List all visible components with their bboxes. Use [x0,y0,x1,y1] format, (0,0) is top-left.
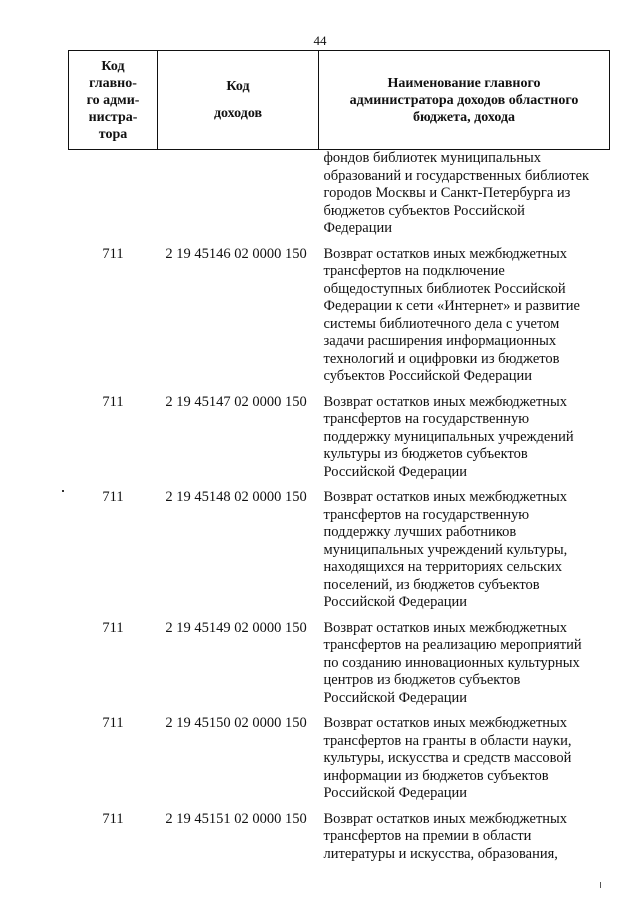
code-cell: 2 19 45146 02 0000 150 [165,245,307,262]
name-cell [319,612,610,708]
name-line: центров из бюджетов субъектов [323,672,521,688]
table-row [69,481,610,612]
code-cell: 2 19 45151 02 0000 150 [165,810,307,827]
name-line: трансфертов на премии в области [323,828,532,844]
header-admin-code-line: главно- [89,75,137,91]
name-line: Федерации [323,220,392,236]
header-revenue-code-line: доходов [213,106,263,121]
scan-mark [62,490,64,492]
admin-cell: 711 [102,393,124,410]
table-row [69,612,610,708]
page-number: 44 [313,33,327,48]
header-admin-code-line: Код [101,58,125,74]
name-line: бюджетов субъектов Российской [323,202,525,219]
name-line: трансфертов на реализацию мероприятий [323,637,582,653]
name-line: субъектов Российской Федерации [323,368,533,384]
header-name-line: администратора доходов областного [349,92,579,108]
table-row [69,707,610,803]
name-cell [319,803,610,864]
name-line: поддержку муниципальных учреждений [323,428,574,445]
scan-mark [600,882,601,888]
name-line: поддержку лучших работников [323,524,517,540]
name-line: Возврат остатков иных межбюджетных [323,715,568,731]
header-name-line: бюджета, дохода [412,109,516,125]
name-line: литературы и искусства, образования, [323,845,558,862]
header-revenue-code-line: Код [226,79,250,94]
name-line: по созданию инновационных культурных [323,654,580,671]
admin-cell: 711 [102,715,124,731]
name-line: общедоступных библиотек Российской [323,280,566,297]
code-cell: 2 19 45148 02 0000 150 [165,489,307,505]
name-line: городов Москвы и Санкт-Петербурга из [323,185,571,201]
name-line: трансфертов на государственную [323,411,530,427]
table-body [69,150,610,864]
name-line: Возврат остатков иных межбюджетных [323,245,568,262]
header-admin-code-line: нистра- [88,109,138,125]
admin-cell [69,150,158,238]
name-line: трансфертов на гранты в области науки, [323,732,572,749]
name-line: муниципальных учреждений культуры, [323,541,568,558]
name-line: Российской Федерации [323,594,468,610]
name-line: технологий и оцифровки из бюджетов [323,350,560,367]
name-cell [319,150,610,238]
code-cell: 2 19 45149 02 0000 150 [165,619,307,636]
header-admin-code-line: го адми- [86,92,140,108]
admin-cell: 711 [102,810,124,827]
name-line: Российской Федерации [323,785,468,801]
name-line: культуры из бюджетов субъектов [323,446,528,462]
name-line: Возврат остатков иных межбюджетных [323,810,568,827]
name-line: культуры, искусства и средств массовой [323,750,572,766]
header-revenue-code [158,51,319,150]
code-cell: 2 19 45147 02 0000 150 [165,393,307,410]
name-line: Российской Федерации [323,689,468,706]
name-line: информации из бюджетов субъектов [323,767,549,784]
header-admin-code-line: тора [98,126,128,142]
name-cell [319,707,610,803]
header-name-line: Наименование главного [387,75,541,91]
header-name [319,51,610,150]
name-line: Федерации к сети «Интернет» и развитие [323,298,580,314]
revenue-table [68,50,610,863]
name-line: поселений, из бюджетов субъектов [323,576,540,593]
name-line: образований и государственных библиотек [323,167,590,184]
table-row [69,238,610,386]
table-row [69,386,610,482]
name-line: Российской Федерации [323,463,468,480]
name-line: системы библиотечного дела с учетом [323,315,560,332]
name-cell [319,481,610,612]
admin-cell: 711 [102,489,124,505]
name-line: Возврат остатков иных межбюджетных [323,393,568,410]
table-row [69,803,610,864]
table-row-continuation [69,150,610,238]
table-header [69,51,610,150]
name-cell [319,238,610,386]
name-line: Возврат остатков иных межбюджетных [323,619,568,636]
name-line: задачи расширения информационных [323,333,557,349]
name-line: находящихся на территориях сельских [323,559,562,575]
admin-cell: 711 [102,245,124,262]
name-line: трансфертов на государственную [323,506,530,523]
name-line: Возврат остатков иных межбюджетных [323,489,568,505]
header-admin-code [69,51,158,150]
code-cell: 2 19 45150 02 0000 150 [165,715,307,731]
name-cell [319,386,610,482]
name-line: трансфертов на подключение [323,263,505,279]
admin-cell: 711 [102,619,124,636]
code-cell [158,150,319,238]
name-line: фондов библиотек муниципальных [323,150,542,166]
